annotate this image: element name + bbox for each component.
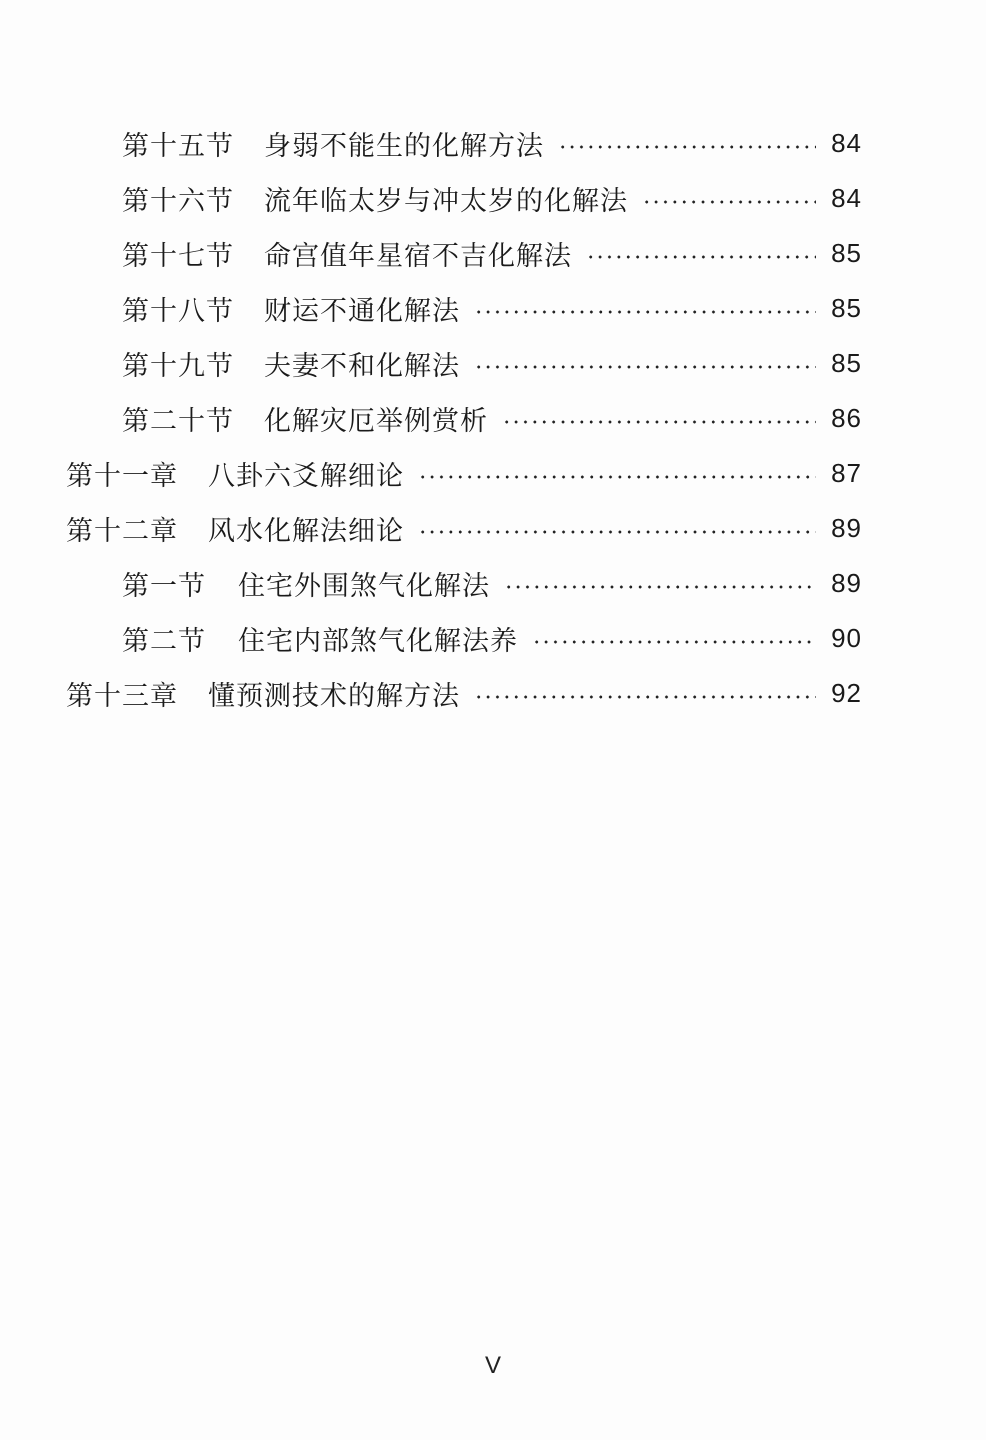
- toc-entry-title: 命宫值年星宿不吉化解法: [264, 241, 572, 272]
- toc-entry-title: 身弱不能生的化解方法: [264, 131, 544, 162]
- toc-entry-page: 89: [831, 568, 862, 598]
- dot-leader: [642, 200, 816, 204]
- toc-entry-section-17: [122, 226, 862, 281]
- dot-leader: [504, 585, 816, 589]
- dot-leader: [586, 255, 816, 259]
- toc-entry-label: 第十六节: [122, 186, 234, 217]
- toc-entry-title: 流年临太岁与冲太岁的化解法: [264, 186, 628, 217]
- toc-entry-label: 第十二章: [66, 516, 178, 547]
- toc-entry-page: 87: [831, 458, 862, 488]
- dot-leader: [474, 365, 816, 369]
- toc-entry-label: 第二节: [122, 626, 206, 657]
- toc-entry-page: 84: [831, 183, 862, 213]
- toc-entry-page: 85: [831, 348, 862, 378]
- toc-entry-section-20: [122, 391, 862, 446]
- toc-entry-label: 第一节: [122, 571, 206, 602]
- dot-leader: [474, 695, 816, 699]
- toc-entry-section-1: [122, 556, 862, 611]
- page-folio: V: [484, 1352, 501, 1379]
- toc-entry-title: 化解灾厄举例赏析: [264, 406, 488, 437]
- toc-entry-label: 第十一章: [66, 461, 178, 492]
- toc-entry-title: 夫妻不和化解法: [264, 351, 460, 382]
- toc-entry-page: 92: [831, 678, 862, 708]
- dot-leader: [558, 145, 816, 149]
- toc-entry-page: 84: [831, 128, 862, 158]
- toc-entry-label: 第十八节: [122, 296, 234, 327]
- toc-entry-page: 86: [831, 403, 862, 433]
- toc-entry-title: 财运不通化解法: [264, 296, 460, 327]
- toc-entry-page: 85: [831, 293, 862, 323]
- dot-leader: [418, 475, 816, 479]
- toc-entry-title: 住宅内部煞气化解法养: [238, 626, 518, 657]
- dot-leader: [474, 310, 816, 314]
- toc-entry-chapter-11: [66, 446, 862, 501]
- toc-entry-label: 第十三章: [66, 681, 178, 712]
- toc-entry-title: 懂预测技术的解方法: [208, 681, 460, 712]
- toc-entry-page: 90: [831, 623, 862, 653]
- toc-entry-title: 风水化解法细论: [208, 516, 404, 547]
- toc-entry-section-2: [122, 611, 862, 666]
- dot-leader: [502, 420, 816, 424]
- toc-entry-section-16: [122, 171, 862, 226]
- toc-entry-section-15: [122, 116, 862, 171]
- toc-entry-page: 89: [831, 513, 862, 543]
- toc-entry-section-18: [122, 281, 862, 336]
- toc-entry-page: 85: [831, 238, 862, 268]
- dot-leader: [418, 530, 816, 534]
- toc-entry-section-19: [122, 336, 862, 391]
- toc-entry-title: 住宅外围煞气化解法: [238, 571, 490, 602]
- toc-entry-chapter-13: [66, 666, 862, 721]
- toc-entry-label: 第十九节: [122, 351, 234, 382]
- toc-entry-label: 第十五节: [122, 131, 234, 162]
- toc-entry-label: 第十七节: [122, 241, 234, 272]
- dot-leader: [532, 640, 816, 644]
- toc-entry-title: 八卦六爻解细论: [208, 461, 404, 492]
- toc-entry-chapter-12: [66, 501, 862, 556]
- toc-entry-label: 第二十节: [122, 406, 234, 437]
